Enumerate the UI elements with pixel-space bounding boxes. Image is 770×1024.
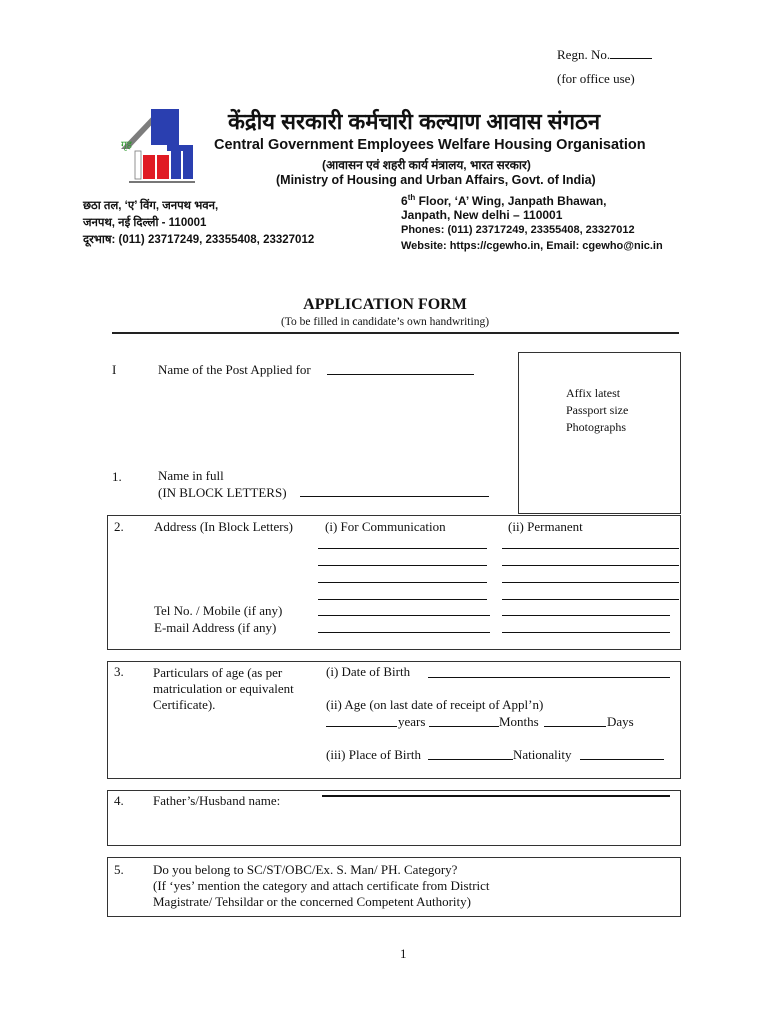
- address-permanent-heading: (ii) Permanent: [508, 519, 583, 534]
- photo-box-line3: Photographs: [566, 420, 626, 434]
- item-post-number: I: [112, 362, 117, 377]
- permanent-address-line-1[interactable]: [502, 548, 679, 549]
- permanent-address-line-3[interactable]: [502, 582, 679, 583]
- logo-text: गृह: [121, 140, 132, 151]
- address-hindi-line3: दूरभाष: (011) 23717249, 23355408, 23327012: [83, 234, 315, 246]
- address-english-website: Website: https://cgewho.in, Email: cgewho@nic.in: [401, 240, 663, 252]
- dob-label: (i) Date of Birth: [326, 664, 411, 679]
- father-husband-label: Father’s/Husband name:: [153, 793, 281, 808]
- address-english-line1: 6th Floor, ‘A’ Wing, Janpath Bhawan,: [401, 193, 607, 208]
- tel-mobile-label: Tel No. / Mobile (if any): [154, 603, 283, 618]
- permanent-address-line-4[interactable]: [502, 599, 679, 600]
- category-instruction-1: (If ‘yes’ mention the category and attach certificate from District: [153, 878, 490, 893]
- place-of-birth-label: (iii) Place of Birth: [326, 747, 421, 762]
- email-permanent-field[interactable]: [502, 632, 670, 633]
- address-communication-heading: (i) For Communication: [325, 519, 446, 534]
- address-hindi-line2: जनपथ, नई दिल्ली - 110001: [83, 217, 207, 229]
- form-title: APPLICATION FORM: [303, 296, 467, 313]
- org-name-english: Central Government Employees Welfare Housing Organisation: [214, 137, 646, 153]
- category-instruction-2: Magistrate/ Tehsildar or the concerned Competent Authority): [153, 894, 471, 909]
- ministry-english: (Ministry of Housing and Urban Affairs, Govt. of India): [276, 173, 596, 187]
- address-hindi-line1: छठा तल, ‘ए’ विंग, जनपथ भवन,: [83, 200, 219, 212]
- item-age-number: 3.: [114, 664, 124, 679]
- age-particulars-label-1: Particulars of age (as per: [153, 665, 283, 680]
- communication-address-line-3[interactable]: [318, 582, 487, 583]
- ministry-hindi: (आवासन एवं शहरी कार्य मंत्रालय, भारत सरकार): [322, 158, 531, 172]
- page-number: 1: [400, 946, 407, 961]
- address-english-line2: Janpath, New delhi – 110001: [401, 208, 563, 222]
- age-particulars-label-2: matriculation or equivalent: [153, 681, 294, 696]
- days-label: Days: [607, 714, 634, 729]
- org-name-hindi: केंद्रीय सरकारी कर्मचारी कल्याण आवास संगठन: [228, 109, 601, 134]
- item-father-number: 4.: [114, 793, 124, 808]
- age-years-field[interactable]: [326, 726, 397, 727]
- org-logo: [115, 105, 205, 190]
- item-address-number: 2.: [114, 519, 124, 534]
- nationality-field[interactable]: [580, 759, 664, 760]
- photo-box-line1: Affix latest: [566, 386, 621, 400]
- age-particulars-label-3: Certificate).: [153, 697, 216, 712]
- address-english-phones: Phones: (011) 23717249, 23355408, 23327012: [401, 224, 635, 236]
- tel-permanent-field[interactable]: [502, 615, 670, 616]
- email-communication-field[interactable]: [318, 632, 490, 633]
- item-name-sublabel: (IN BLOCK LETTERS): [158, 485, 287, 500]
- communication-address-line-2[interactable]: [318, 565, 487, 566]
- communication-address-line-1[interactable]: [318, 548, 487, 549]
- item-post-label: Name of the Post Applied for: [158, 362, 311, 377]
- email-label: E-mail Address (if any): [154, 620, 277, 635]
- office-use-note: (for office use): [557, 71, 635, 86]
- item-category-number: 5.: [114, 862, 124, 877]
- age-days-field[interactable]: [544, 726, 606, 727]
- regn-no-label: Regn. No.: [557, 47, 652, 63]
- tel-communication-field[interactable]: [318, 615, 490, 616]
- father-husband-field[interactable]: [322, 795, 670, 797]
- years-label: years: [398, 714, 426, 729]
- permanent-address-line-2[interactable]: [502, 565, 679, 566]
- place-of-birth-field[interactable]: [428, 759, 513, 760]
- item-address-label: Address (In Block Letters): [154, 519, 293, 534]
- age-months-field[interactable]: [429, 726, 499, 727]
- communication-address-line-4[interactable]: [318, 599, 487, 600]
- months-label: Months: [499, 714, 539, 729]
- age-label: (ii) Age (on last date of receipt of Appl’n): [326, 697, 544, 712]
- form-subtitle: (To be filled in candidate’s own handwriting): [280, 316, 490, 328]
- item-name-label: Name in full: [158, 468, 224, 483]
- nationality-label: Nationality: [513, 747, 572, 762]
- full-name-field[interactable]: [300, 496, 489, 497]
- post-applied-field[interactable]: [327, 374, 474, 375]
- item-name-number: 1.: [112, 469, 122, 484]
- category-question: Do you belong to SC/ST/OBC/Ex. S. Man/ PH. Category?: [153, 862, 458, 877]
- dob-field[interactable]: [428, 677, 670, 678]
- photo-box-line2: Passport size: [566, 403, 629, 417]
- title-divider: [112, 332, 679, 334]
